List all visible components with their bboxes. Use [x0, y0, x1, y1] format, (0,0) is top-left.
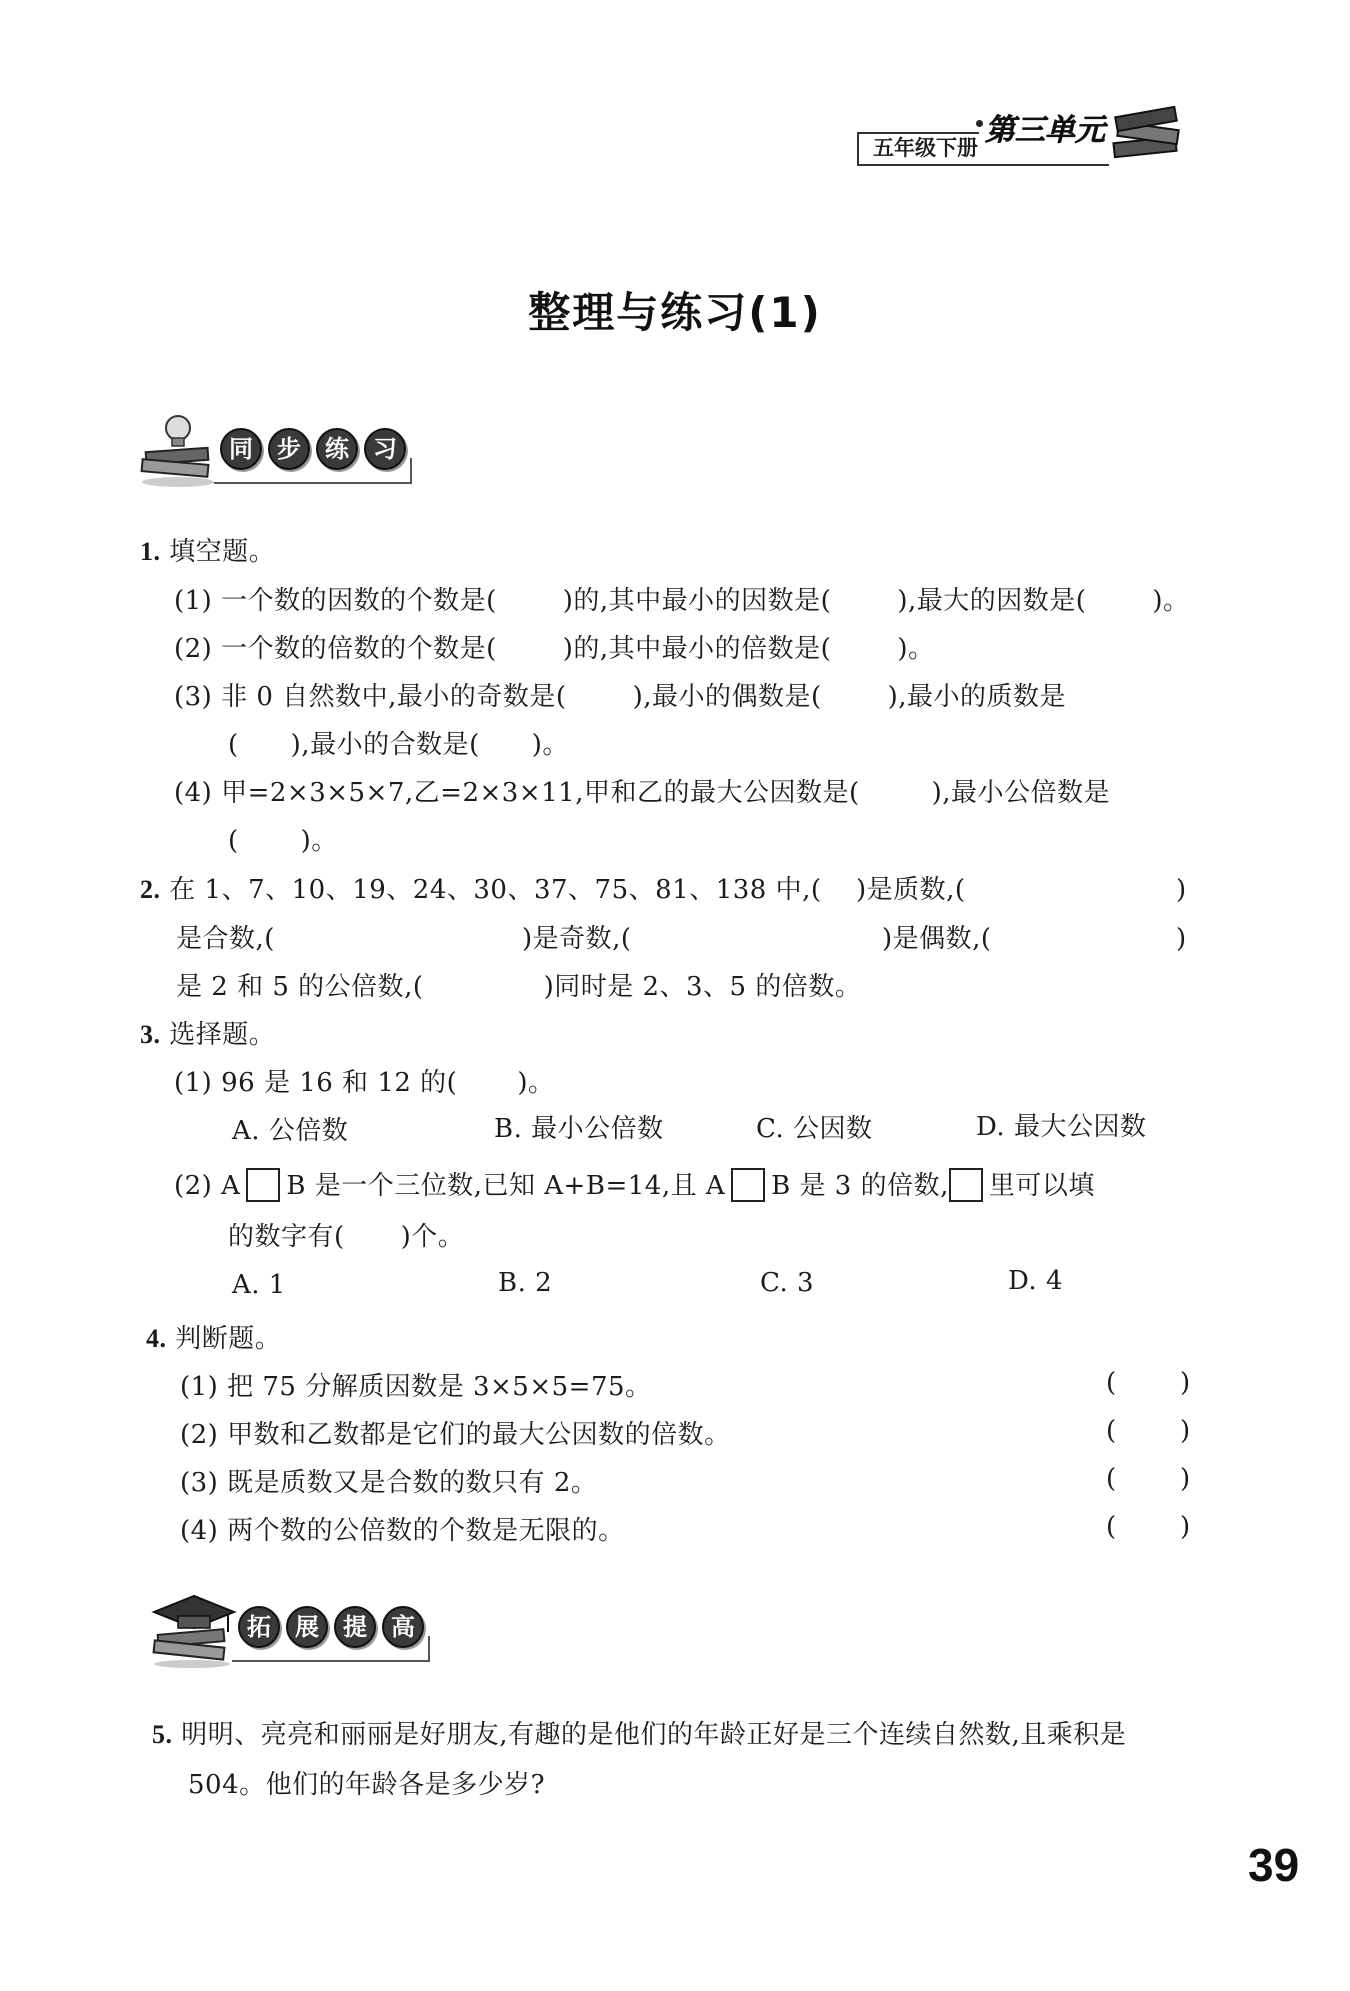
q3-item-2-cont: 的数字有( )个。 — [228, 1222, 465, 1252]
badge-char: 同 — [220, 428, 262, 470]
q4-item-4: (4) 两个数的公倍数的个数是无限的。 — [180, 1516, 625, 1546]
q2-line-2-c: )是偶数,( — [882, 924, 992, 954]
q2-paren-close: ) — [1176, 875, 1187, 905]
q1-heading: 1. 填空题。 — [140, 537, 276, 567]
judge-paren-close: ) — [1180, 1464, 1191, 1494]
q5-line-1: 5. 明明、亮亮和丽丽是好朋友,有趣的是他们的年龄正好是三个连续自然数,且乘积是 — [152, 1720, 1127, 1750]
q3-item-2: (2) A B 是一个三位数,已知 A+B=14,且 A B 是 3 的倍数, 里可以填 — [174, 1168, 1095, 1203]
q3-item-1: (1) 96 是 16 和 12 的( )。 — [174, 1068, 555, 1098]
lightbulb-books-icon — [138, 410, 218, 490]
q4-item-3: (3) 既是质数又是合数的数只有 2。 — [180, 1468, 598, 1498]
judge-paren-close: ) — [1180, 1512, 1191, 1542]
section-badge-extension — [238, 1606, 430, 1648]
q1-item-2: (2) 一个数的倍数的个数是( )的,其中最小的倍数是( )。 — [174, 634, 935, 664]
q3-heading: 3. 选择题。 — [140, 1020, 276, 1050]
digit-box — [949, 1168, 983, 1202]
q4-item-2: (2) 甲数和乙数都是它们的最大公因数的倍数。 — [180, 1420, 731, 1450]
q3-1-option-a[interactable]: A. 公倍数 — [232, 1116, 349, 1146]
q1-item-3-cont: ( ),最小的合数是( )。 — [228, 730, 569, 760]
judge-paren-open: ( — [1106, 1416, 1117, 1446]
badge-tick — [428, 1636, 430, 1662]
q3-1-option-d[interactable]: D. 最大公因数 — [976, 1112, 1147, 1142]
header-dot — [976, 120, 983, 127]
section-badge-sync-practice — [220, 428, 412, 470]
page-title: 整理与练习(1) — [528, 288, 822, 337]
badge-char: 高 — [382, 1606, 424, 1648]
q3-2-option-b[interactable]: B. 2 — [498, 1268, 553, 1298]
badge-underline — [232, 1660, 428, 1662]
badge-char: 练 — [316, 428, 358, 470]
digit-box — [246, 1168, 280, 1202]
q3-2-option-a[interactable]: A. 1 — [232, 1270, 286, 1300]
q1-item-4-cont: ( )。 — [228, 826, 338, 856]
badge-char: 习 — [364, 428, 406, 470]
header-grade-label: 五年级下册 — [857, 132, 979, 166]
badge-char: 拓 — [238, 1606, 280, 1648]
q2-line-1-b: )是质数,( — [856, 875, 966, 905]
badge-underline — [214, 482, 410, 484]
q5-line-2: 504。他们的年龄各是多少岁? — [188, 1770, 546, 1800]
q3-1-option-b[interactable]: B. 最小公倍数 — [494, 1114, 664, 1144]
q3-1-option-c[interactable]: C. 公因数 — [756, 1114, 873, 1144]
judge-paren-open: ( — [1106, 1512, 1117, 1542]
badge-char: 步 — [268, 428, 310, 470]
q2-line-3: 是 2 和 5 的公倍数,( )同时是 2、3、5 的倍数。 — [176, 972, 862, 1002]
q2-line-1: 2. 在 1、7、10、19、24、30、37、75、81、138 中,( — [140, 875, 822, 905]
badge-char: 展 — [286, 1606, 328, 1648]
q4-item-1: (1) 把 75 分解质因数是 3×5×5=75。 — [180, 1372, 652, 1402]
badge-tick — [410, 458, 412, 484]
books-stack-icon — [1110, 100, 1190, 170]
q1-item-3: (3) 非 0 自然数中,最小的奇数是( ),最小的偶数是( ),最小的质数是 — [174, 682, 1067, 712]
digit-box — [731, 1168, 765, 1202]
judge-paren-open: ( — [1106, 1464, 1117, 1494]
q1-item-1: (1) 一个数的因数的个数是( )的,其中最小的因数是( ),最大的因数是( )。 — [174, 586, 1190, 616]
q3-2-option-c[interactable]: C. 3 — [760, 1268, 815, 1298]
judge-paren-close: ) — [1180, 1416, 1191, 1446]
q2-line-2: 是合数,( — [176, 924, 275, 954]
q1-item-4: (4) 甲=2×3×5×7,乙=2×3×11,甲和乙的最大公因数是( ),最小公倍数是 — [174, 778, 1111, 808]
judge-paren-open: ( — [1106, 1368, 1117, 1398]
q2-paren-close: ) — [1176, 924, 1187, 954]
page-number: 39 — [1248, 1839, 1300, 1891]
graduation-cap-books-icon — [148, 1588, 240, 1668]
judge-paren-close: ) — [1180, 1368, 1191, 1398]
q4-heading: 4. 判断题。 — [146, 1324, 282, 1354]
badge-char: 提 — [334, 1606, 376, 1648]
header-underline — [979, 164, 1109, 166]
q3-2-option-d[interactable]: D. 4 — [1008, 1266, 1063, 1296]
q2-line-2-b: )是奇数,( — [522, 924, 632, 954]
header-unit-title: 第三单元 — [985, 114, 1105, 147]
